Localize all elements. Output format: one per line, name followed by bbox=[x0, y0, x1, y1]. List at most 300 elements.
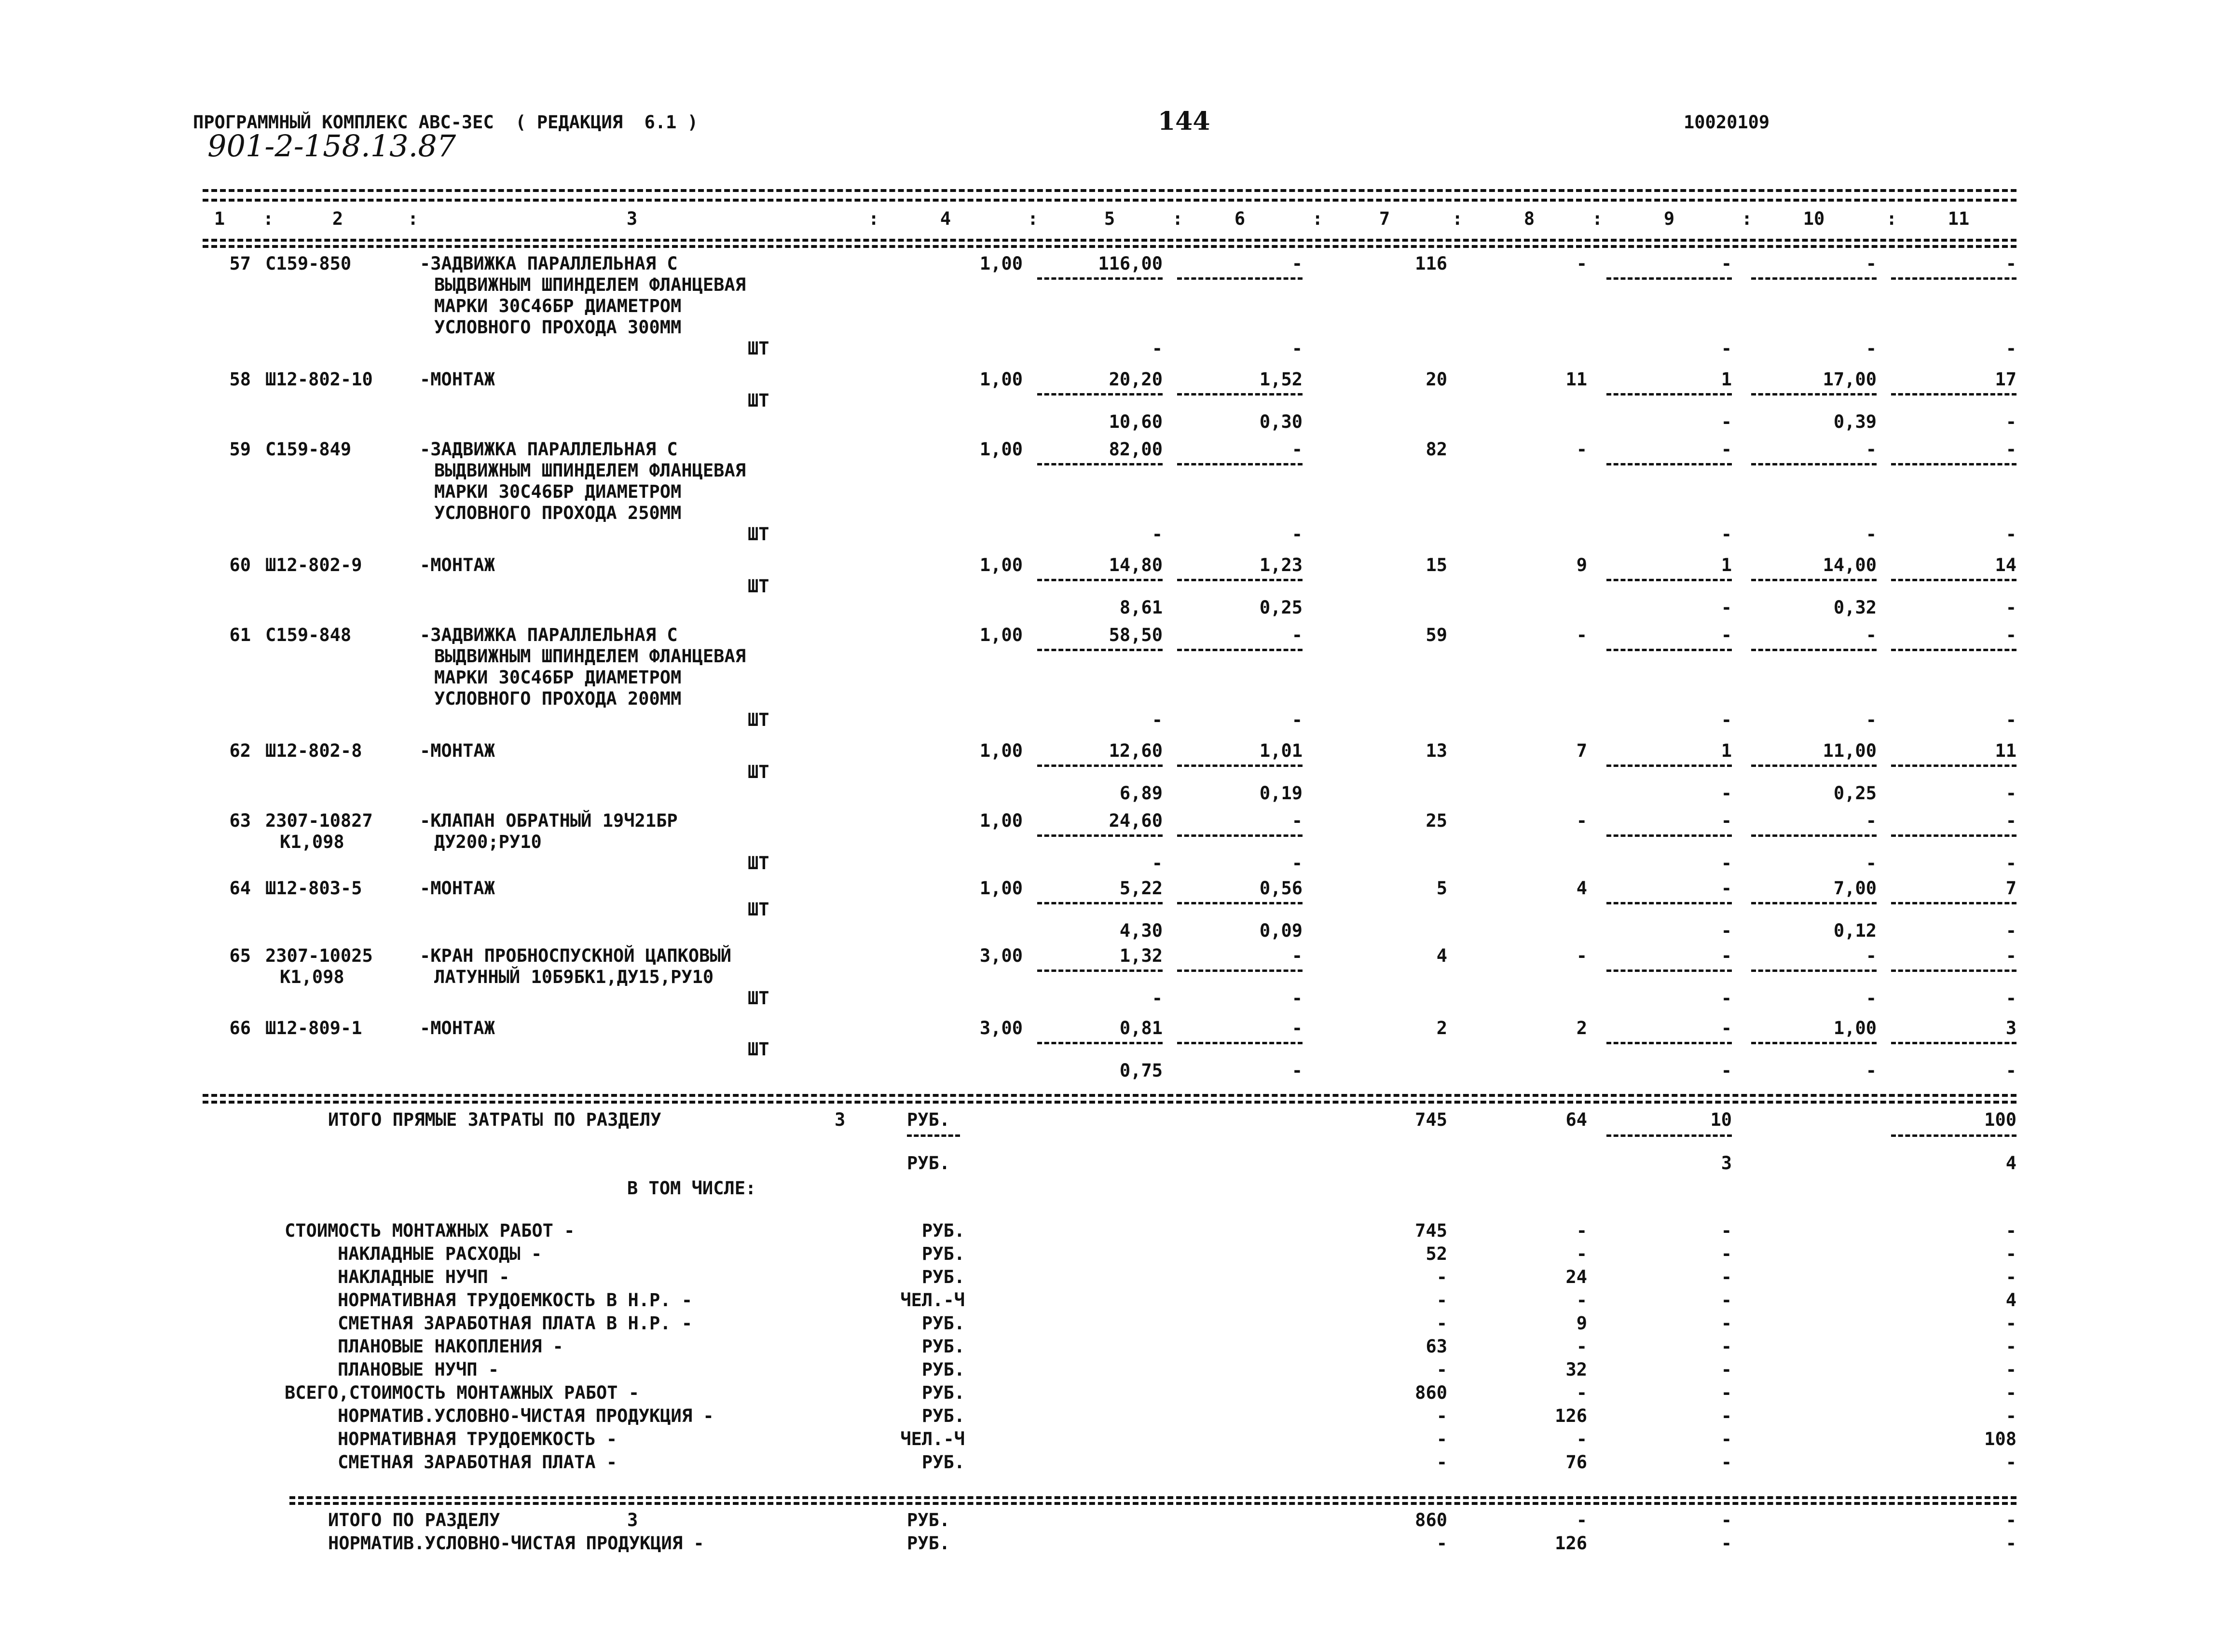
cell-b10: - bbox=[1865, 853, 1877, 874]
summary-c8: - bbox=[1576, 1290, 1587, 1311]
column-separator: : bbox=[1452, 208, 1463, 229]
cell-b6: - bbox=[1291, 988, 1303, 1009]
row-number: 64 bbox=[229, 878, 251, 899]
rule-totals-top-2 bbox=[203, 1101, 2016, 1104]
cell-c5: 0,81 bbox=[1119, 1018, 1163, 1038]
cell-qty: 1,00 bbox=[979, 878, 1023, 899]
column-header-6: 6 bbox=[1234, 208, 1246, 229]
cell-c11: - bbox=[2005, 945, 2016, 966]
summary-c11: - bbox=[2005, 1243, 2016, 1264]
cell-c11: 11 bbox=[1995, 740, 2016, 761]
row-description-line: ЛАТУННЫЙ 10Б9БК1,ДУ15,РУ10 bbox=[434, 967, 714, 987]
summary-c11: - bbox=[2005, 1313, 2016, 1334]
row-code-coefficient: К1,098 bbox=[280, 967, 344, 987]
cell-underline bbox=[1037, 463, 1163, 465]
cell-c11: - bbox=[2005, 253, 2016, 274]
cell-b9: - bbox=[1721, 1060, 1732, 1081]
totals-c8: 64 bbox=[1565, 1109, 1587, 1130]
cell-c10: - bbox=[1865, 810, 1877, 831]
cell-b5: 6,89 bbox=[1119, 783, 1163, 804]
cell-c8: 9 bbox=[1576, 555, 1587, 575]
summary-c9: - bbox=[1721, 1220, 1732, 1241]
row-number: 66 bbox=[229, 1018, 251, 1038]
column-separator: : bbox=[1312, 208, 1323, 229]
handwritten-designation: 901-2-158.13.87 bbox=[207, 128, 456, 164]
column-header-4: 4 bbox=[940, 208, 951, 229]
final-c7: - bbox=[1436, 1533, 1447, 1554]
cell-underline bbox=[1891, 463, 2016, 465]
cell-c11: 14 bbox=[1995, 555, 2016, 575]
summary-unit: ЧЕЛ.-Ч bbox=[900, 1429, 965, 1449]
rule-final-top-2 bbox=[289, 1502, 2016, 1505]
cell-underline bbox=[1751, 393, 1877, 396]
cell-c9: - bbox=[1721, 439, 1732, 460]
summary-c7: 52 bbox=[1426, 1243, 1447, 1264]
row-description-line: -МОНТАЖ bbox=[420, 555, 495, 575]
cell-b11: - bbox=[2005, 524, 2016, 545]
cell-c7: 59 bbox=[1426, 625, 1447, 645]
row-unit: ШТ bbox=[748, 338, 769, 359]
cell-c8: - bbox=[1576, 810, 1587, 831]
row-description-line: УСЛОВНОГО ПРОХОДА 200ММ bbox=[434, 688, 682, 709]
row-unit: ШТ bbox=[748, 576, 769, 597]
row-description-line: -КЛАПАН ОБРАТНЫЙ 19Ч21БР bbox=[420, 810, 678, 831]
column-header-5: 5 bbox=[1104, 208, 1115, 229]
cell-c10: 1,00 bbox=[1833, 1018, 1877, 1038]
summary-c7: 860 bbox=[1415, 1382, 1447, 1403]
cell-c10: 17,00 bbox=[1823, 369, 1877, 390]
cell-underline bbox=[1037, 277, 1163, 280]
cell-c7: 20 bbox=[1426, 369, 1447, 390]
final-c9: - bbox=[1721, 1533, 1732, 1554]
cell-c5: 116,00 bbox=[1098, 253, 1163, 274]
column-header-2: 2 bbox=[332, 208, 343, 229]
summary-label: НАКЛАДНЫЕ НУЧП - bbox=[338, 1267, 510, 1287]
summary-label: НОРМАТИВНАЯ ТРУДОЕМКОСТЬ - bbox=[338, 1429, 617, 1449]
row-description-line: -МОНТАЖ bbox=[420, 369, 495, 390]
cell-c6: - bbox=[1291, 625, 1303, 645]
summary-label: СМЕТНАЯ ЗАРАБОТНАЯ ПЛАТА - bbox=[338, 1452, 617, 1473]
cell-c6: - bbox=[1291, 945, 1303, 966]
cell-b11: - bbox=[2005, 783, 2016, 804]
row-description-line: -ЗАДВИЖКА ПАРАЛЛЕЛЬНАЯ С bbox=[420, 253, 678, 274]
column-separator: : bbox=[1742, 208, 1753, 229]
cell-c5: 24,60 bbox=[1109, 810, 1163, 831]
cell-qty: 1,00 bbox=[979, 810, 1023, 831]
summary-label: СМЕТНАЯ ЗАРАБОТНАЯ ПЛАТА В Н.Р. - bbox=[338, 1313, 693, 1334]
cell-underline bbox=[1177, 393, 1303, 396]
cell-c7: 25 bbox=[1426, 810, 1447, 831]
cell-b5: - bbox=[1152, 710, 1163, 730]
column-header-7: 7 bbox=[1379, 208, 1390, 229]
cell-c8: - bbox=[1576, 253, 1587, 274]
cell-c6: - bbox=[1291, 1018, 1303, 1038]
cell-c9: 1 bbox=[1721, 555, 1732, 575]
cell-b6: - bbox=[1291, 524, 1303, 545]
cell-c9: - bbox=[1721, 878, 1732, 899]
cell-c6: 1,52 bbox=[1259, 369, 1303, 390]
cell-c10: - bbox=[1865, 253, 1877, 274]
totals-unit-underline bbox=[907, 1134, 960, 1137]
rule-header-bottom-2 bbox=[203, 245, 2016, 248]
final-c11: - bbox=[2005, 1510, 2016, 1530]
cell-underline bbox=[1891, 393, 2016, 396]
summary-c9: - bbox=[1721, 1359, 1732, 1380]
totals-section: 3 bbox=[835, 1109, 846, 1130]
summary-unit: РУБ. bbox=[921, 1336, 965, 1357]
cell-b9: - bbox=[1721, 920, 1732, 941]
cell-b10: 0,39 bbox=[1833, 411, 1877, 432]
totals-unit-2: РУБ. bbox=[907, 1153, 950, 1174]
column-separator: : bbox=[408, 208, 419, 229]
row-code: Ш12-803-5 bbox=[265, 878, 362, 899]
summary-label: НОРМАТИВНАЯ ТРУДОЕМКОСТЬ В Н.Р. - bbox=[338, 1290, 693, 1311]
summary-label: НАКЛАДНЫЕ РАСХОДЫ - bbox=[338, 1243, 542, 1264]
totals-unit: РУБ. bbox=[907, 1109, 950, 1130]
final-unit: РУБ. bbox=[907, 1533, 950, 1554]
cell-c6: - bbox=[1291, 810, 1303, 831]
row-description-line: УСЛОВНОГО ПРОХОДА 300ММ bbox=[434, 317, 682, 338]
rule-header-bottom bbox=[203, 239, 2016, 242]
cell-underline bbox=[1606, 277, 1732, 280]
summary-c7: - bbox=[1436, 1267, 1447, 1287]
cell-underline bbox=[1891, 579, 2016, 581]
cell-c5: 58,50 bbox=[1109, 625, 1163, 645]
cell-b10: - bbox=[1865, 524, 1877, 545]
totals-c7: 745 bbox=[1415, 1109, 1447, 1130]
row-description-line: ДУ200;РУ10 bbox=[434, 832, 542, 852]
summary-c8: - bbox=[1576, 1429, 1587, 1449]
cell-b5: - bbox=[1152, 524, 1163, 545]
cell-b10: - bbox=[1865, 338, 1877, 359]
cell-b6: - bbox=[1291, 710, 1303, 730]
summary-c11: - bbox=[2005, 1382, 2016, 1403]
cell-c5: 20,20 bbox=[1109, 369, 1163, 390]
summary-c11: - bbox=[2005, 1452, 2016, 1473]
cell-underline bbox=[1751, 463, 1877, 465]
cell-c7: 2 bbox=[1436, 1018, 1447, 1038]
cell-c11: - bbox=[2005, 625, 2016, 645]
cell-underline bbox=[1177, 834, 1303, 837]
row-number: 58 bbox=[229, 369, 251, 390]
row-number: 61 bbox=[229, 625, 251, 645]
cell-underline bbox=[1037, 969, 1163, 972]
row-unit: ШТ bbox=[748, 390, 769, 411]
cell-c7: 4 bbox=[1436, 945, 1447, 966]
cell-underline bbox=[1177, 969, 1303, 972]
cell-c10: 14,00 bbox=[1823, 555, 1877, 575]
summary-c11: - bbox=[2005, 1406, 2016, 1426]
cell-c5: 14,80 bbox=[1109, 555, 1163, 575]
row-code: С159-850 bbox=[265, 253, 352, 274]
cell-underline bbox=[1606, 834, 1732, 837]
cell-b6: - bbox=[1291, 853, 1303, 874]
cell-underline bbox=[1751, 579, 1877, 581]
row-number: 65 bbox=[229, 945, 251, 966]
cell-qty: 1,00 bbox=[979, 253, 1023, 274]
cell-c9: - bbox=[1721, 945, 1732, 966]
cell-underline bbox=[1037, 765, 1163, 767]
page-number: 144 bbox=[1158, 107, 1210, 136]
cell-b11: - bbox=[2005, 338, 2016, 359]
cell-c7: 5 bbox=[1436, 878, 1447, 899]
summary-c8: 24 bbox=[1565, 1267, 1587, 1287]
summary-c7: 745 bbox=[1415, 1220, 1447, 1241]
cell-b9: - bbox=[1721, 597, 1732, 618]
summary-c8: 9 bbox=[1576, 1313, 1587, 1334]
cell-b5: - bbox=[1152, 853, 1163, 874]
cell-b9: - bbox=[1721, 710, 1732, 730]
row-description-line: -ЗАДВИЖКА ПАРАЛЛЕЛЬНАЯ С bbox=[420, 625, 678, 645]
cell-c6: - bbox=[1291, 439, 1303, 460]
row-code: 2307-10827 bbox=[265, 810, 373, 831]
cell-c5: 12,60 bbox=[1109, 740, 1163, 761]
cell-underline bbox=[1177, 277, 1303, 280]
column-separator: : bbox=[868, 208, 879, 229]
cell-c10: - bbox=[1865, 625, 1877, 645]
summary-c11: - bbox=[2005, 1359, 2016, 1380]
cell-c10: - bbox=[1865, 945, 1877, 966]
cell-b9: - bbox=[1721, 338, 1732, 359]
cell-b6: 0,25 bbox=[1259, 597, 1303, 618]
summary-c9: - bbox=[1721, 1267, 1732, 1287]
summary-c9: - bbox=[1721, 1313, 1732, 1334]
cell-c6: 0,56 bbox=[1259, 878, 1303, 899]
rule-final-top bbox=[289, 1496, 2016, 1499]
cell-c8: 11 bbox=[1565, 369, 1587, 390]
cell-qty: 1,00 bbox=[979, 625, 1023, 645]
cell-qty: 1,00 bbox=[979, 439, 1023, 460]
cell-underline bbox=[1891, 277, 2016, 280]
cell-c8: 2 bbox=[1576, 1018, 1587, 1038]
row-unit: ШТ bbox=[748, 1039, 769, 1060]
cell-c5: 5,22 bbox=[1119, 878, 1163, 899]
cell-qty: 1,00 bbox=[979, 740, 1023, 761]
cell-underline bbox=[1606, 969, 1732, 972]
row-code: 2307-10025 bbox=[265, 945, 373, 966]
summary-unit: РУБ. bbox=[921, 1406, 965, 1426]
cell-c6: 1,01 bbox=[1259, 740, 1303, 761]
final-c7: 860 bbox=[1415, 1510, 1447, 1530]
totals-c9b: 3 bbox=[1721, 1153, 1732, 1174]
cell-underline bbox=[1606, 579, 1732, 581]
totals-c11: 100 bbox=[1984, 1109, 2016, 1130]
cell-b5: 0,75 bbox=[1119, 1060, 1163, 1081]
row-description-line: УСЛОВНОГО ПРОХОДА 250ММ bbox=[434, 503, 682, 523]
column-separator: : bbox=[1886, 208, 1897, 229]
summary-c9: - bbox=[1721, 1290, 1732, 1311]
cell-underline bbox=[1891, 649, 2016, 651]
summary-c9: - bbox=[1721, 1429, 1732, 1449]
cell-underline bbox=[1037, 902, 1163, 904]
row-number: 57 bbox=[229, 253, 251, 274]
cell-underline bbox=[1606, 902, 1732, 904]
cell-b9: - bbox=[1721, 853, 1732, 874]
column-header-3: 3 bbox=[626, 208, 638, 229]
final-c9: - bbox=[1721, 1510, 1732, 1530]
cell-c10: 7,00 bbox=[1833, 878, 1877, 899]
summary-label: ПЛАНОВЫЕ НАКОПЛЕНИЯ - bbox=[338, 1336, 563, 1357]
summary-label: НОРМАТИВ.УСЛОВНО-ЧИСТАЯ ПРОДУКЦИЯ - bbox=[338, 1406, 714, 1426]
row-unit: ШТ bbox=[748, 762, 769, 782]
cell-underline bbox=[1606, 1042, 1732, 1044]
summary-c7: - bbox=[1436, 1359, 1447, 1380]
row-description-line: -ЗАДВИЖКА ПАРАЛЛЕЛЬНАЯ С bbox=[420, 439, 678, 460]
column-header-1: 1 bbox=[214, 208, 225, 229]
row-description-line: -МОНТАЖ bbox=[420, 1018, 495, 1038]
cell-b11: - bbox=[2005, 988, 2016, 1009]
rule-totals-top bbox=[203, 1094, 2016, 1097]
cell-underline bbox=[1891, 834, 2016, 837]
cell-underline bbox=[1177, 765, 1303, 767]
cell-underline bbox=[1751, 1042, 1877, 1044]
column-header-9: 9 bbox=[1663, 208, 1675, 229]
cell-b5: 10,60 bbox=[1109, 411, 1163, 432]
cell-b6: 0,30 bbox=[1259, 411, 1303, 432]
cell-qty: 3,00 bbox=[979, 945, 1023, 966]
cell-b11: - bbox=[2005, 597, 2016, 618]
summary-unit: РУБ. bbox=[921, 1220, 965, 1241]
cell-qty: 3,00 bbox=[979, 1018, 1023, 1038]
cell-c9: - bbox=[1721, 1018, 1732, 1038]
cell-b5: - bbox=[1152, 988, 1163, 1009]
cell-b6: 0,19 bbox=[1259, 783, 1303, 804]
cell-c6: 1,23 bbox=[1259, 555, 1303, 575]
row-code-coefficient: К1,098 bbox=[280, 832, 344, 852]
final-section: 3 bbox=[627, 1510, 638, 1530]
final-c8: - bbox=[1576, 1510, 1587, 1530]
cell-b6: - bbox=[1291, 338, 1303, 359]
rule-top bbox=[203, 189, 2016, 192]
cell-underline bbox=[1751, 902, 1877, 904]
final-label: НОРМАТИВ.УСЛОВНО-ЧИСТАЯ ПРОДУКЦИЯ - bbox=[328, 1533, 704, 1554]
cell-c9: 1 bbox=[1721, 740, 1732, 761]
row-number: 63 bbox=[229, 810, 251, 831]
summary-c11: - bbox=[2005, 1336, 2016, 1357]
summary-c9: - bbox=[1721, 1243, 1732, 1264]
cell-b10: - bbox=[1865, 710, 1877, 730]
cell-b10: 0,25 bbox=[1833, 783, 1877, 804]
row-unit: ШТ bbox=[748, 853, 769, 874]
row-description-line: ВЫДВИЖНЫМ ШПИНДЕЛЕМ ФЛАНЦЕВАЯ bbox=[434, 646, 746, 667]
summary-c7: - bbox=[1436, 1406, 1447, 1426]
document-code: 10020109 bbox=[1684, 112, 1770, 133]
cell-c11: - bbox=[2005, 439, 2016, 460]
summary-unit: РУБ. bbox=[921, 1267, 965, 1287]
column-header-11: 11 bbox=[1948, 208, 1970, 229]
row-code: С159-849 bbox=[265, 439, 352, 460]
cell-underline bbox=[1037, 649, 1163, 651]
final-c11: - bbox=[2005, 1533, 2016, 1554]
row-description-line: МАРКИ 30С46БР ДИАМЕТРОМ bbox=[434, 667, 682, 688]
summary-c7: - bbox=[1436, 1313, 1447, 1334]
summary-unit: РУБ. bbox=[921, 1313, 965, 1334]
column-header-10: 10 bbox=[1803, 208, 1825, 229]
cell-c8: 7 bbox=[1576, 740, 1587, 761]
final-unit: РУБ. bbox=[907, 1510, 950, 1530]
cell-c7: 15 bbox=[1426, 555, 1447, 575]
cell-underline bbox=[1606, 765, 1732, 767]
cell-underline bbox=[1606, 649, 1732, 651]
cell-c8: - bbox=[1576, 945, 1587, 966]
cell-underline bbox=[1177, 902, 1303, 904]
row-description-line: ВЫДВИЖНЫМ ШПИНДЕЛЕМ ФЛАНЦЕВАЯ bbox=[434, 460, 746, 481]
including-heading: В ТОМ ЧИСЛЕ: bbox=[627, 1178, 756, 1199]
summary-c9: - bbox=[1721, 1382, 1732, 1403]
final-c8: 126 bbox=[1555, 1533, 1587, 1554]
summary-label: СТОИМОСТЬ МОНТАЖНЫХ РАБОТ - bbox=[285, 1220, 575, 1241]
summary-unit: РУБ. bbox=[921, 1243, 965, 1264]
summary-c11: - bbox=[2005, 1220, 2016, 1241]
cell-underline bbox=[1037, 393, 1163, 396]
row-unit: ШТ bbox=[748, 524, 769, 545]
row-code: Ш12-802-10 bbox=[265, 369, 373, 390]
cell-underline bbox=[1751, 277, 1877, 280]
cell-underline bbox=[1037, 1042, 1163, 1044]
cell-underline bbox=[1177, 463, 1303, 465]
cell-c9: - bbox=[1721, 810, 1732, 831]
cell-c7: 82 bbox=[1426, 439, 1447, 460]
cell-b9: - bbox=[1721, 783, 1732, 804]
cell-c9: - bbox=[1721, 625, 1732, 645]
cell-c8: - bbox=[1576, 625, 1587, 645]
final-label: ИТОГО ПО РАЗДЕЛУ bbox=[328, 1510, 500, 1530]
cell-underline bbox=[1177, 1042, 1303, 1044]
cell-underline bbox=[1177, 579, 1303, 581]
summary-c8: 76 bbox=[1565, 1452, 1587, 1473]
cell-c8: - bbox=[1576, 439, 1587, 460]
cell-underline bbox=[1751, 834, 1877, 837]
cell-c9: 1 bbox=[1721, 369, 1732, 390]
row-code: С159-848 bbox=[265, 625, 352, 645]
cell-c11: 17 bbox=[1995, 369, 2016, 390]
cell-c10: - bbox=[1865, 439, 1877, 460]
summary-c9: - bbox=[1721, 1452, 1732, 1473]
cell-underline bbox=[1751, 969, 1877, 972]
cell-underline bbox=[1037, 834, 1163, 837]
row-description-line: МАРКИ 30С46БР ДИАМЕТРОМ bbox=[434, 481, 682, 502]
cell-b5: - bbox=[1152, 338, 1163, 359]
row-description-line: -МОНТАЖ bbox=[420, 740, 495, 761]
cell-c11: 7 bbox=[2005, 878, 2016, 899]
row-unit: ШТ bbox=[748, 710, 769, 730]
cell-underline bbox=[1891, 765, 2016, 767]
summary-c7: - bbox=[1436, 1290, 1447, 1311]
summary-c9: - bbox=[1721, 1406, 1732, 1426]
summary-c8: - bbox=[1576, 1336, 1587, 1357]
cell-c9: - bbox=[1721, 253, 1732, 274]
cell-c11: 3 bbox=[2005, 1018, 2016, 1038]
cell-c11: - bbox=[2005, 810, 2016, 831]
cell-b5: 4,30 bbox=[1119, 920, 1163, 941]
summary-c8: - bbox=[1576, 1220, 1587, 1241]
column-separator: : bbox=[1172, 208, 1183, 229]
row-description-line: -КРАН ПРОБНОСПУСКНОЙ ЦАПКОВЫЙ bbox=[420, 945, 732, 966]
cell-b6: 0,09 bbox=[1259, 920, 1303, 941]
summary-c7: - bbox=[1436, 1429, 1447, 1449]
row-unit: ШТ bbox=[748, 988, 769, 1009]
cell-b10: - bbox=[1865, 988, 1877, 1009]
cell-underline bbox=[1606, 463, 1732, 465]
cell-b11: - bbox=[2005, 411, 2016, 432]
summary-label: ПЛАНОВЫЕ НУЧП - bbox=[338, 1359, 499, 1380]
column-separator: : bbox=[1592, 208, 1603, 229]
column-separator: : bbox=[1028, 208, 1039, 229]
cell-c5: 82,00 bbox=[1109, 439, 1163, 460]
totals-c9: 10 bbox=[1710, 1109, 1732, 1130]
program-title: ПРОГРАММНЫЙ КОМПЛЕКС АВС-3ЕС ( РЕДАКЦИЯ 6.1 ) bbox=[193, 112, 698, 133]
cell-b6: - bbox=[1291, 1060, 1303, 1081]
